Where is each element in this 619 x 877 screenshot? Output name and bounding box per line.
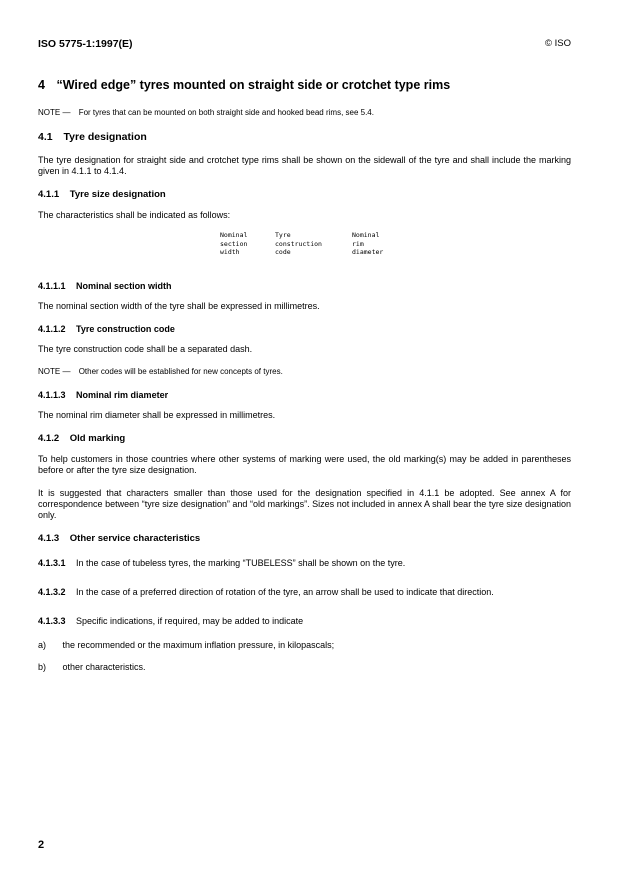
- heading-number: 4.1.1.3: [38, 389, 66, 400]
- list-item-text: the recommended or the maximum inflation pressure, in kilopascals;: [62, 639, 335, 650]
- heading-number: 4.1.1.1: [38, 280, 66, 291]
- clause-text: In the case of a preferred direction of rotation of the tyre, an arrow shall be used to indicate that direction.: [76, 586, 494, 597]
- clause-text: Specific indications, if required, may be added to indicate: [76, 615, 304, 626]
- paragraph-4-1-1: The characteristics shall be indicated as follows:: [38, 210, 231, 220]
- designation-construction-code: Tyre construction code: [275, 231, 322, 256]
- heading-4-1-3: [38, 533, 571, 544]
- paragraph-4-1-1-2: The tyre construction code shall be a separated dash.: [38, 343, 253, 354]
- note-section-4: [38, 108, 571, 117]
- heading-title: Old marking: [69, 432, 126, 444]
- clause-number: 4.1.3.1: [38, 557, 66, 568]
- list-item-label: b): [38, 661, 47, 672]
- heading-title: Tyre construction code: [76, 323, 175, 334]
- heading-title: Tyre designation: [63, 131, 147, 143]
- clause-4-1-3-1: [38, 558, 571, 569]
- paragraph-4-1: The tyre designation for straight side and crotchet type rims shall be shown on the sidewall of the tyre and shall include the marking given in 4.1.1 to 4.1.4.: [38, 155, 571, 176]
- heading-number: 4.1.1.2: [38, 323, 66, 334]
- note-text: For tyres that can be mounted on both straight side and hooked bead rims, see 5.4.: [78, 108, 374, 117]
- copyright-notice: © ISO: [544, 38, 571, 49]
- section-title: “Wired edge” tyres mounted on straight side or crotchet type rims: [56, 78, 451, 92]
- clause-number: 4.1.3.2: [38, 586, 66, 597]
- note-text: Other codes will be established for new concepts of tyres.: [78, 366, 283, 376]
- section-number: 4: [38, 78, 45, 92]
- designation-diagram: [220, 231, 571, 257]
- heading-number: 4.1.2: [38, 432, 60, 444]
- list-item-text: other characteristics.: [62, 661, 146, 672]
- paragraph-4-1-1-3: The nominal rim diameter shall be expressed in millimetres.: [38, 409, 276, 420]
- clause-4-1-3-3: [38, 616, 571, 627]
- heading-4-1-1: [38, 189, 571, 200]
- heading-4-1-1-1: [38, 281, 571, 291]
- heading-title: Nominal section width: [76, 280, 172, 291]
- paragraph-4-1-1-1: The nominal section width of the tyre shall be expressed in millimetres.: [38, 300, 320, 311]
- heading-4-1: [38, 131, 571, 143]
- document-id: ISO 5775-1:1997(E): [38, 38, 133, 50]
- clause-4-1-3-2: [38, 587, 571, 598]
- note-label: NOTE —: [38, 366, 71, 376]
- list-item: [38, 662, 571, 673]
- clause-number: 4.1.3.3: [38, 615, 66, 626]
- list-item-label: a): [38, 639, 47, 650]
- heading-number: 4.1: [38, 131, 53, 143]
- list-item: [38, 640, 571, 651]
- paragraph-4-1-2-a: To help customers in those countries where other systems of marking were used, the old marking(s) may be added in parentheses before or after the tyre size designation.: [38, 453, 571, 475]
- heading-number: 4.1.3: [38, 532, 60, 544]
- heading-title: Tyre size designation: [69, 189, 166, 200]
- heading-4-1-1-2: [38, 324, 571, 334]
- page-content: [38, 78, 571, 684]
- heading-title: Nominal rim diameter: [76, 389, 169, 400]
- paragraph-4-1-2-b: It is suggested that characters smaller than those used for the designation specified in 4.1.1 be adopted. See annex A for correspondence between “tyre size designation” and “old markings”. Sizes not included in annex A shall bear the tyre size designation only.: [38, 487, 571, 520]
- note-4-1-1-2: [38, 367, 571, 376]
- section-4-heading: [38, 78, 571, 92]
- designation-rim-diameter: Nominal rim diameter: [352, 231, 384, 256]
- designation-nominal-section-width: Nominal section width: [220, 231, 248, 256]
- page-number: 2: [38, 839, 45, 851]
- note-label: NOTE —: [38, 108, 71, 117]
- clause-text: In the case of tubeless tyres, the marking “TUBELESS” shall be shown on the tyre.: [76, 557, 406, 568]
- heading-title: Other service characteristics: [69, 532, 201, 544]
- heading-4-1-2: [38, 433, 571, 444]
- heading-4-1-1-3: [38, 390, 571, 400]
- heading-number: 4.1.1: [38, 189, 60, 200]
